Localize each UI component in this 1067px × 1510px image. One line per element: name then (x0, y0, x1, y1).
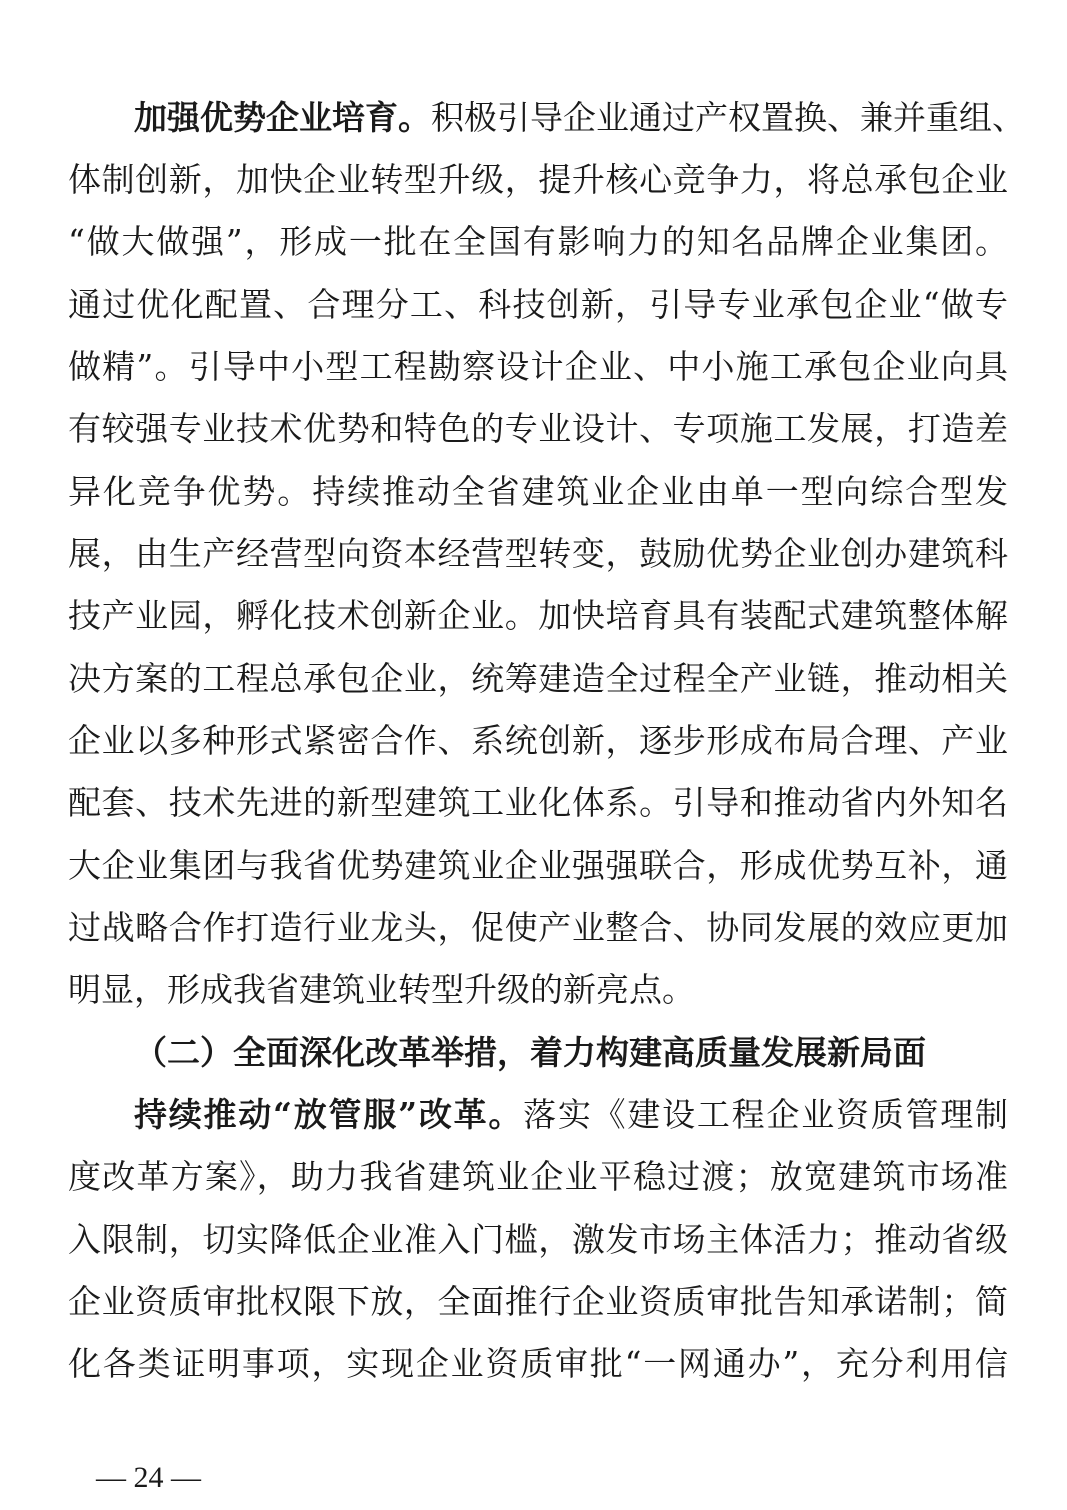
paragraph-1-line-1-text: 积极引导企业通过产权置换、兼并重组、 (431, 98, 1025, 137)
paragraph-1-line-12: 配套、技术先进的新型建筑工业化体系。引导和推动省内外知名 (68, 783, 1008, 822)
page-number: — 24 — (96, 1461, 201, 1494)
paragraph-1-line-2: 体制创新，加快企业转型升级，提升核心竞争力，将总承包企业 (68, 160, 1008, 199)
paragraph-1-line-15: 明显，形成我省建筑业转型升级的新亮点。 (68, 970, 695, 1009)
paragraph-2-lead: 持续推动“放管服”改革。 (134, 1095, 524, 1134)
paragraph-1-line-10: 决方案的工程总承包企业，统筹建造全过程全产业链，推动相关 (68, 659, 1008, 698)
paragraph-2-line-3: 入限制，切实降低企业准入门槛，激发市场主体活力；推动省级 (68, 1220, 1008, 1259)
paragraph-1-line-13: 大企业集团与我省优势建筑业企业强强联合，形成优势互补，通 (68, 846, 1008, 885)
paragraph-2-line-2: 度改革方案》，助力我省建筑业企业平稳过渡；放宽建筑市场准 (68, 1157, 1008, 1196)
paragraph-1-line-3: “做大做强”，形成一批在全国有影响力的知名品牌企业集团。 (68, 222, 1008, 261)
paragraph-1-line-14: 过战略合作打造行业龙头，促使产业整合、协同发展的效应更加 (68, 908, 1008, 947)
paragraph-2-line-4: 企业资质审批权限下放，全面推行企业资质审批告知承诺制；简 (68, 1282, 1008, 1321)
paragraph-1-line-11: 企业以多种形式紧密合作、系统创新，逐步形成布局合理、产业 (68, 721, 1008, 760)
paragraph-1-line-5: 做精”。引导中小型工程勘察设计企业、中小施工承包企业向具 (68, 347, 1008, 386)
paragraph-1-line-7: 异化竞争优势。持续推动全省建筑业企业由单一型向综合型发 (68, 472, 1008, 511)
paragraph-2-line-5: 化各类证明事项，实现企业资质审批“一网通办”，充分利用信 (68, 1344, 1008, 1383)
paragraph-2-line-1 (134, 1091, 1008, 1139)
paragraph-2-line-1-text: 落实《建设工程企业资质管理制 (523, 1095, 1009, 1134)
paragraph-1-line-4: 通过优化配置、合理分工、科技创新，引导专业承包企业“做专 (68, 285, 1008, 324)
paragraph-1-line-9: 技产业园，孵化技术创新企业。加快培育具有装配式建筑整体解 (68, 596, 1008, 635)
section-heading: （二）全面深化改革举措，着力构建高质量发展新局面 (134, 1033, 926, 1072)
paragraph-1-lead: 加强优势企业培育。 (134, 98, 431, 137)
paragraph-1-line-6: 有较强专业技术优势和特色的专业设计、专项施工发展，打造差 (68, 409, 1008, 448)
paragraph-1-line-1 (134, 94, 1025, 142)
paragraph-1-line-8: 展，由生产经营型向资本经营型转变，鼓励优势企业创办建筑科 (68, 534, 1008, 573)
